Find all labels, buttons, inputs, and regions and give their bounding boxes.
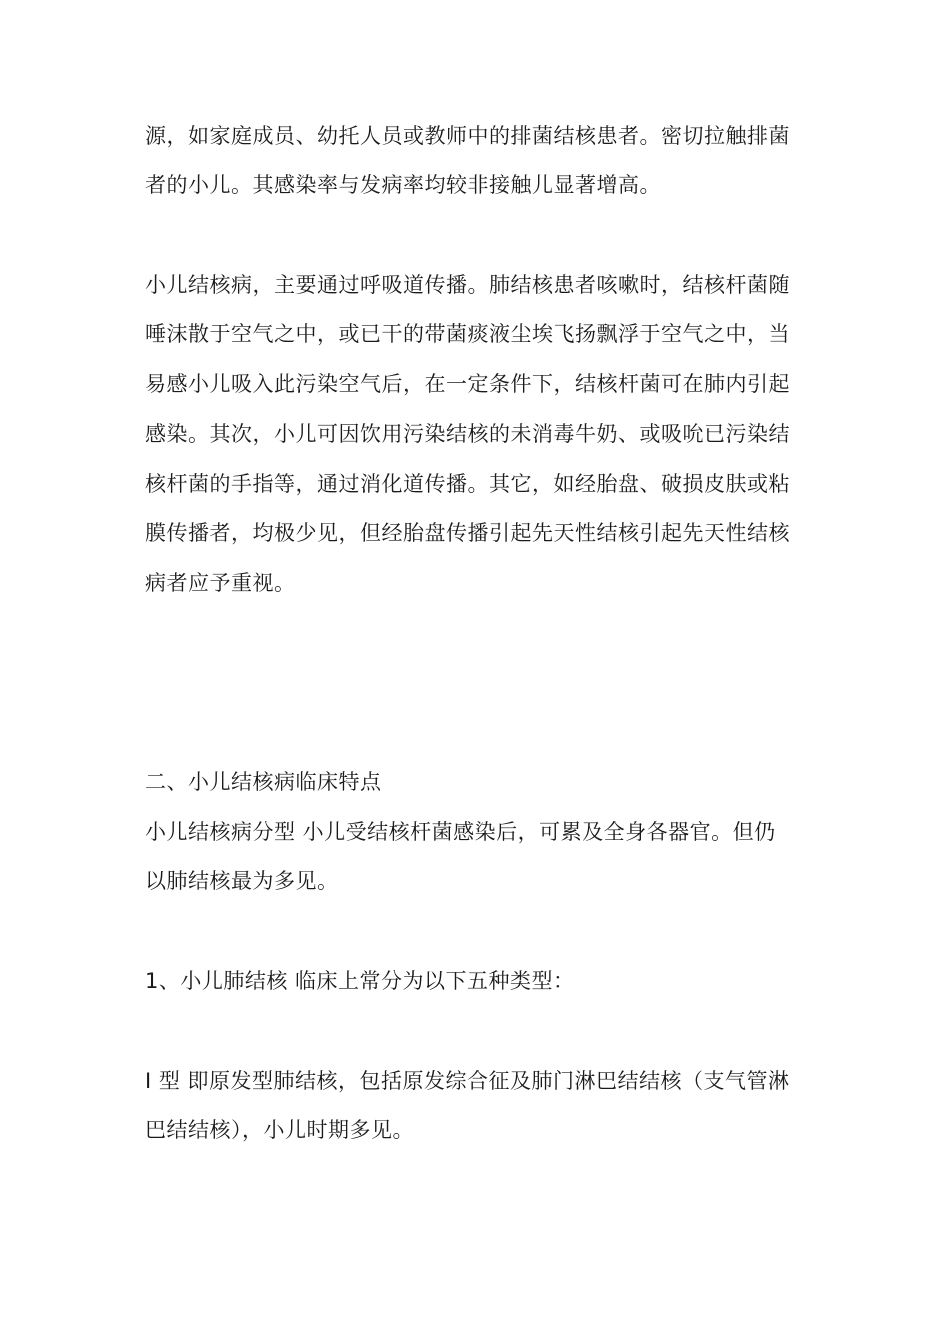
section-heading: 二、小儿结核病临床特点 — [145, 770, 382, 794]
paragraph-line: 感染。其次，小儿可因饮用污染结核的未消毒牛奶、或吸吮已污染结 — [145, 422, 790, 446]
paragraph-line: 巴结结核），小儿时期多见。 — [145, 1118, 414, 1142]
paragraph-line: 以肺结核最为多见。 — [145, 869, 339, 893]
paragraph-line: 易感小儿吸入此污染空气后，在一定条件下，结核杆菌可在肺内引起 — [145, 372, 790, 396]
paragraph-line: 者的小儿。其感染率与发病率均较非接触儿显著增高。 — [145, 173, 661, 197]
paragraph-line: 病者应予重视。 — [145, 571, 296, 595]
paragraph-line: 小儿结核病，主要通过呼吸道传播。肺结核患者咳嗽时，结核杆菌随 — [145, 273, 790, 297]
paragraph-line: 小儿结核病分型 小儿受结核杆菌感染后，可累及全身各器官。但仍 — [145, 820, 776, 844]
paragraph-line: 唾沫散于空气之中，或已干的带菌痰液尘埃飞扬飘浮于空气之中，当 — [145, 322, 790, 346]
list-item-heading: 1、小儿肺结核 临床上常分为以下五种类型： — [145, 969, 575, 993]
paragraph-line: 膜传播者，均极少见，但经胎盘传播引起先天性结核引起先天性结核 — [145, 521, 790, 545]
paragraph-line: 源，如家庭成员、幼托人员或教师中的排菌结核患者。密切拉触排菌 — [145, 124, 790, 148]
paragraph-line: 核杆菌的手指等，通过消化道传播。其它，如经胎盘、破损皮肤或粘 — [145, 472, 790, 496]
paragraph-line: I 型 即原发型肺结核，包括原发综合征及肺门淋巴结结核（支气管淋 — [145, 1069, 790, 1093]
